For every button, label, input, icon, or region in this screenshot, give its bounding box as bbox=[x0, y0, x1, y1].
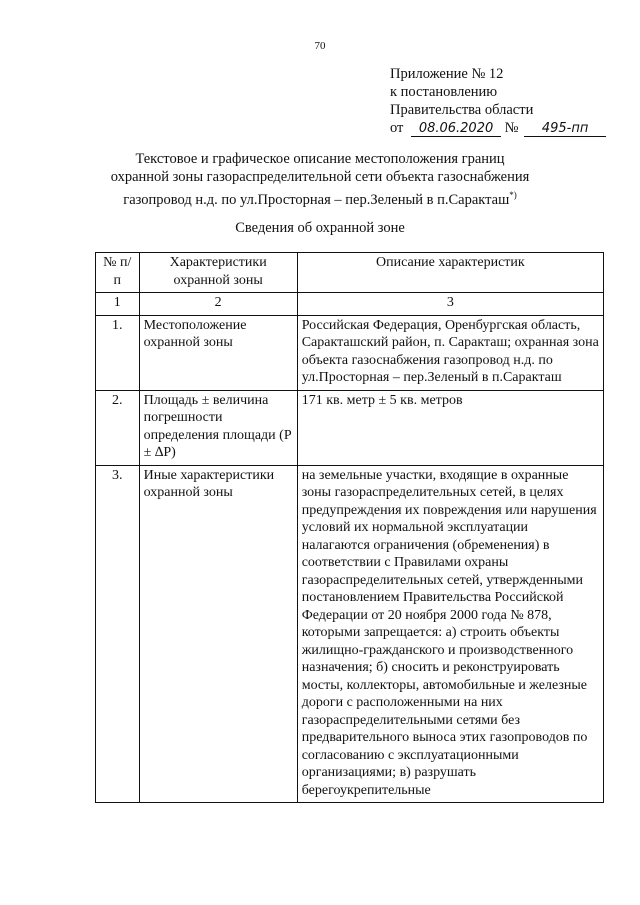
title-line-3-text: газопровод н.д. по ул.Просторная – пер.Зеленый в п.Саракташ bbox=[123, 191, 510, 208]
appendix-subtitle: к постановлению bbox=[390, 84, 498, 100]
title-line-1: Текстовое и графическое описание местоположения границ bbox=[135, 151, 505, 167]
table-header-row bbox=[96, 253, 604, 293]
index-cell-1: 1 bbox=[96, 293, 140, 316]
row-description: Российская Федерация, Оренбургская область, Саракташский район, п. Саракташ; охранная зона объекта газоснабжения газопровод н.д. по ул.Просторная – пер.Зеленый в п.Саракташ bbox=[297, 315, 603, 390]
row-description: 171 кв. метр ± 5 кв. метров bbox=[297, 390, 603, 465]
zone-table bbox=[95, 252, 604, 803]
handwritten-date: 08.06.2020 bbox=[411, 121, 501, 137]
row-number: 2. bbox=[96, 390, 140, 465]
table-index-row bbox=[96, 293, 604, 316]
title-line-3 bbox=[0, 186, 640, 209]
row-number: 1. bbox=[96, 315, 140, 390]
table-row bbox=[96, 390, 604, 465]
appendix-block bbox=[390, 65, 606, 137]
appendix-title: Приложение № 12 bbox=[390, 66, 504, 82]
row-number: 3. bbox=[96, 465, 140, 803]
handwritten-number: 495-пп bbox=[524, 121, 606, 137]
appendix-authority: Правительства области bbox=[390, 102, 534, 118]
header-characteristic: Характеристики охранной зоны bbox=[139, 253, 297, 293]
row-description: на земельные участки, входящие в охранные зоны газораспределительных сетей, в целях предупреждения их повреждения или нарушения условий их нормальной эксплуатации налагаются ограничения (обременения) в соответствии с Правилами охраны газораспределительных сетей, утвержденными постановлением Правительства Российской Федерации от 20 ноября 2000 года № 878, которыми запрещается: а) строить объекты жилищно-гражданского и производственного назначения; б) сносить и реконструировать мосты, коллекторы, автомобильные и железные дороги с расположенными на них газораспределительными сетями без предварительного выноса этих газопроводов по согласованию с эксплуатационными организациями; в) разрушать берегоукрепительные bbox=[297, 465, 603, 803]
row-characteristic: Площадь ± величина погрешности определения площади (P ± ∆P) bbox=[139, 390, 297, 465]
table-row bbox=[96, 465, 604, 803]
title-line-2: охранной зоны газораспределительной сети объекта газоснабжения bbox=[110, 169, 530, 185]
footnote-mark: *) bbox=[509, 190, 517, 200]
appendix-date-line bbox=[390, 119, 606, 137]
row-characteristic: Местоположение охранной зоны bbox=[139, 315, 297, 390]
table-row bbox=[96, 315, 604, 390]
document-title bbox=[0, 150, 640, 209]
index-cell-2: 2 bbox=[139, 293, 297, 316]
header-description: Описание характеристик bbox=[297, 253, 603, 293]
header-number: № п/п bbox=[96, 253, 140, 293]
index-cell-3: 3 bbox=[297, 293, 603, 316]
section-title: Сведения об охранной зоне bbox=[235, 220, 405, 236]
number-label: № bbox=[504, 120, 519, 136]
page-number: 70 bbox=[314, 40, 326, 52]
row-characteristic: Иные характеристики охранной зоны bbox=[139, 465, 297, 803]
date-prefix: от bbox=[390, 120, 404, 136]
